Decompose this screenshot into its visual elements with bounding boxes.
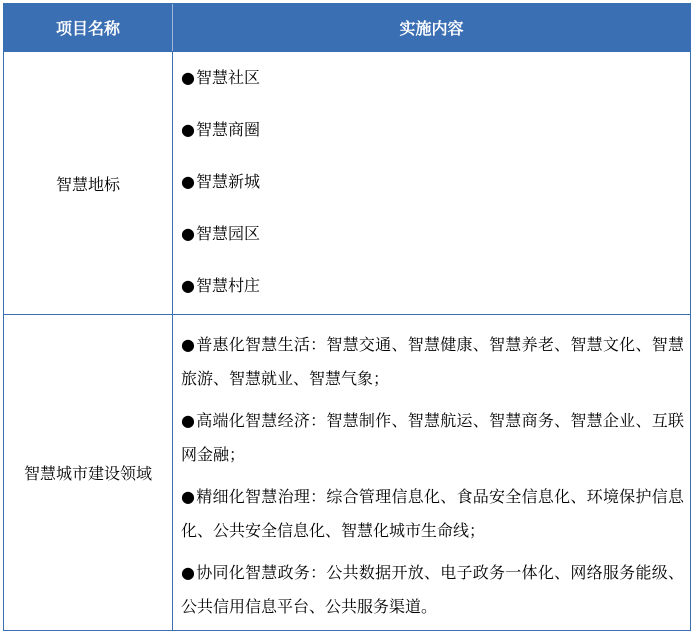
list-item: ●协同化智慧政务：公共数据开放、电子政务一体化、网络服务能级、公共信用信息平台、公共服务渠道。 (181, 563, 684, 616)
bullet-icon: ● (181, 224, 195, 243)
header-implementation-content: 实施内容 (399, 19, 464, 38)
row-name-smart-landmark: 智慧地标 (4, 52, 173, 314)
table-row (4, 52, 690, 315)
table-row (4, 315, 690, 630)
bullet-icon: ● (181, 411, 196, 430)
list-item: ●智慧社区 (181, 68, 260, 87)
bullet-icon: ● (181, 563, 196, 582)
list-item: ●智慧新城 (181, 172, 260, 191)
row-name-smart-city-construction: 智慧城市建设领域 (4, 315, 173, 630)
list-item: ●智慧园区 (181, 224, 260, 243)
bullet-icon: ● (181, 335, 196, 354)
bullet-icon: ● (181, 68, 195, 87)
list-item: ●精细化智慧治理：综合管理信息化、食品安全信息化、环境保护信息化、公共安全信息化、智慧化城市生命线； (181, 487, 684, 540)
header-project-name: 项目名称 (4, 4, 173, 51)
bullet-icon: ● (181, 120, 195, 139)
row-content-list (173, 52, 690, 314)
bullet-icon: ● (181, 487, 196, 506)
project-table (3, 3, 691, 631)
list-item: ●高端化智慧经济：智慧制作、智慧航运、智慧商务、智慧企业、互联网金融； (181, 411, 684, 464)
bullet-icon: ● (181, 172, 195, 191)
table-header (4, 4, 690, 52)
list-item: ●智慧商圈 (181, 120, 260, 139)
bullet-icon: ● (181, 276, 195, 295)
list-item: ●智慧村庄 (181, 276, 260, 295)
row-content-list (173, 315, 690, 630)
list-item: ●普惠化智慧生活：智慧交通、智慧健康、智慧养老、智慧文化、智慧旅游、智慧就业、智慧气象； (181, 335, 684, 388)
